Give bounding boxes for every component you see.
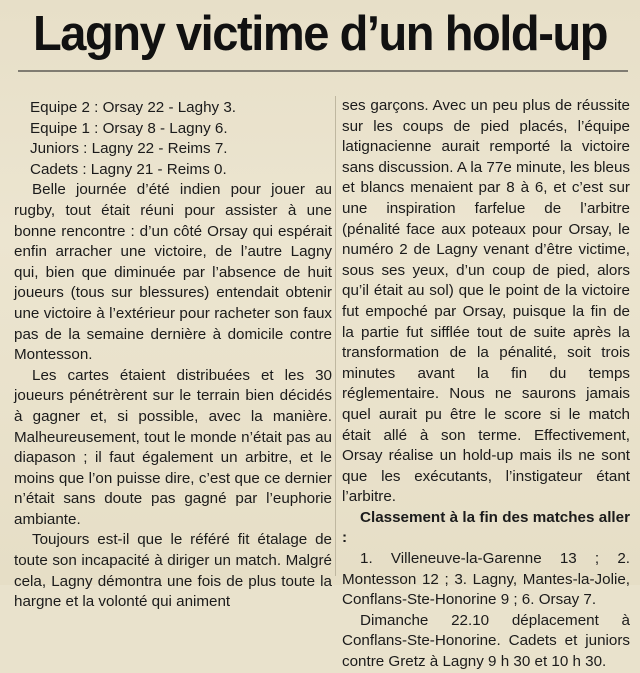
score-line: Equipe 1 : Orsay 8 - Lagny 6. <box>30 119 228 137</box>
score-line: Cadets : Lagny 21 - Reims 0. <box>30 160 227 178</box>
headline: Lagny victime d’un hold-up <box>32 7 608 61</box>
next-match-text: Dimanche 22.10 déplacement à Conflans-Ste-Honorine. Cadets et juniors contre Gretz à Lagny 9 h 30 et 10 h 30. <box>342 611 630 671</box>
score-line: Equipe 2 : Orsay 22 - Laghy 3. <box>30 99 236 116</box>
paragraph: ses garçons. Avec un peu plus de réussite sur les coups de pied placés, l’équipe latignacienne aurait remporté la victoire sans discussion. A la 77e minute, les bleus et blancs menaient par 8 à 6, et c’est sur une inspiration farfelue de l’arbitre (pénalité face aux poteaux pour Orsay, le numéro 2 de Lagny venant d’être victime, sous ses yeux, d’un coup de pied, alors qu’il était au sol) que le point de la victoire fut empoché par Orsay, puisque la fin de la partie fut sifflée tout de suite après la transformation de la pénalité, soit trois minutes avant la fin du temps réglementaire. Nous ne saurons jamais quel aurait pu être le score si le match était allé à son terme. Effectivement, Orsay réalise un hold-up mais ils ne sont que les exécutants, l’instigateur étant l’arbitre. <box>342 97 630 506</box>
column-divider <box>335 96 336 576</box>
headline-rule <box>18 70 628 72</box>
left-column <box>14 98 332 613</box>
standings-heading: Classement à la fin des matches aller : <box>342 508 630 547</box>
paragraph: Belle journée d’été indien pour jouer au rugby, tout était réuni pour assister à une bonne rencontre : d’un côté Orsay qui espérait enfin arracher une victoire, de l’autre Lagny qui, bien que diminuée par l’absence de huit joueurs (tous sur blessures) entendait obtenir une victoire à l’extérieur pour racheter son faux pas de la semaine dernière à domicile contre Montesson. <box>14 181 332 364</box>
standings-text: 1. Villeneuve-la-Garenne 13 ; 2. Montesson 12 ; 3. Lagny, Mantes-la-Jolie, Conflans-Ste-Honorine 9 ; 6. Orsay 7. <box>342 550 630 609</box>
paragraph: Les cartes étaient distribuées et les 30 joueurs pénétrèrent sur le terrain bien décidés à gagner et, si possible, avec la manière. Malheureusement, tout le monde n’était pas au diapason ; il faut également un arbitre, et le moins que l’on puisse dire, c’est que ce dernier n’était sans doute pas gagné par l’euphorie ambiante. <box>14 366 332 528</box>
paragraph: Toujours est-il que le référé fit étalage de toute son incapacité à diriger un match. Malgré cela, Lagny démontra une fois de plus toute la hargne et la volonté qui animent <box>14 531 332 611</box>
score-line: Juniors : Lagny 22 - Reims 7. <box>30 140 228 158</box>
right-column <box>342 96 630 673</box>
